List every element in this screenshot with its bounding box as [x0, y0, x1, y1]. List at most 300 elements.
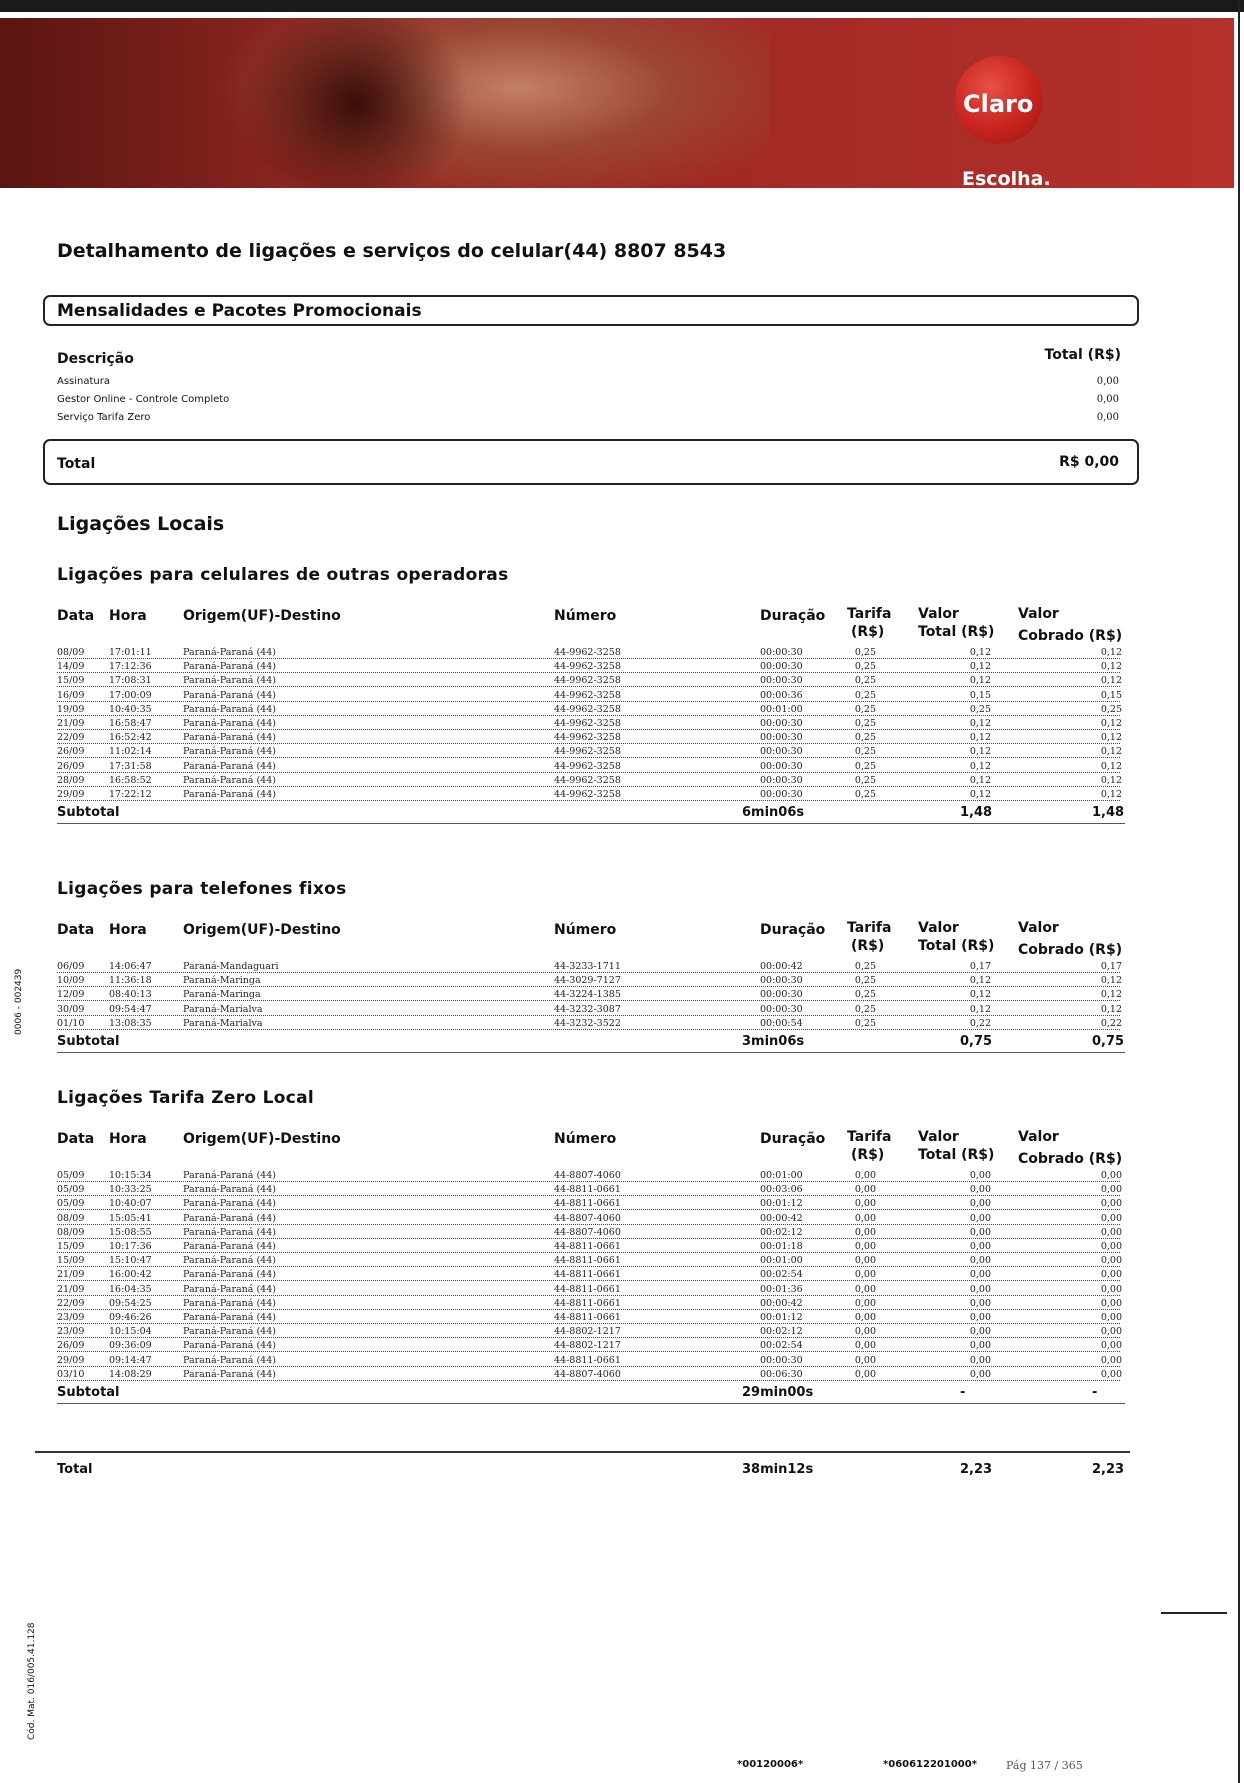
- cell-duracao: 00:01:12: [760, 1312, 803, 1323]
- cell-data: 28/09: [57, 774, 85, 786]
- cell-data: 05/09: [57, 1184, 85, 1196]
- cell-tarifa: 0,00: [854, 1368, 876, 1380]
- cell-data: 21/09: [57, 1269, 85, 1281]
- cell-vc: 0,12: [1100, 732, 1122, 744]
- cell-duracao: 00:00:30: [760, 647, 803, 658]
- cell-hora: 09:54:25: [109, 1297, 152, 1309]
- table-row: [0, 1284, 1244, 1298]
- row-leader: [57, 1323, 1120, 1324]
- cell-vt: 0,12: [969, 647, 991, 658]
- cell-data: 19/09: [57, 703, 85, 715]
- brand-tagline: Escolha.: [962, 168, 1051, 188]
- table-row: [0, 1213, 1244, 1227]
- cell-tarifa: 0,25: [854, 760, 876, 772]
- cell-hora: 16:00:42: [109, 1269, 152, 1281]
- row-leader: [57, 786, 1120, 787]
- cell-vc: 0,00: [1100, 1326, 1122, 1338]
- cell-numero: 44-8811-0661: [554, 1297, 621, 1309]
- cell-origem: Paraná-Paraná (44): [183, 1170, 276, 1181]
- cell-vt: 0,12: [969, 989, 991, 1001]
- cell-tarifa: 0,00: [854, 1297, 876, 1309]
- row-leader: [57, 1238, 1120, 1239]
- cell-vc: 0,12: [1100, 1003, 1122, 1015]
- cell-vc: 0,00: [1100, 1198, 1122, 1210]
- cell-hora: 16:04:35: [109, 1283, 152, 1295]
- table-row: [0, 675, 1244, 689]
- row-leader: [57, 1380, 1120, 1381]
- cell-tarifa: 0,25: [854, 647, 876, 658]
- cell-origem: Paraná-Paraná (44): [183, 774, 276, 786]
- cell-vc: 0,12: [1100, 789, 1122, 800]
- row-leader: [57, 800, 1120, 801]
- cell-origem: Paraná-Paraná (44): [183, 1198, 276, 1210]
- cell-data: 22/09: [57, 732, 85, 744]
- cell-origem: Paraná-Paraná (44): [183, 760, 276, 772]
- mensalidade-label: Assinatura: [57, 376, 111, 387]
- col-valor-total-header: Valor: [918, 1129, 959, 1145]
- cell-vt: 0,12: [969, 746, 991, 758]
- subtotal-cobrado: 0,75: [1092, 1034, 1125, 1049]
- cell-numero: 44-8811-0661: [554, 1184, 621, 1196]
- cell-data: 14/09: [57, 661, 85, 673]
- cell-duracao: 00:00:30: [760, 675, 803, 687]
- cell-tarifa: 0,00: [854, 1326, 876, 1338]
- cell-numero: 44-9962-3258: [554, 661, 621, 673]
- col-valor-total-header: Valor: [918, 920, 959, 936]
- cell-tarifa: 0,25: [854, 718, 876, 729]
- cell-origem: Paraná-Paraná (44): [183, 1297, 276, 1309]
- col-numero-header: Número: [554, 1131, 617, 1147]
- cell-tarifa: 0,00: [854, 1269, 876, 1281]
- cell-hora: 10:17:36: [109, 1241, 152, 1252]
- cell-duracao: 00:01:36: [760, 1283, 803, 1295]
- table-row: [0, 1018, 1244, 1032]
- cell-vt: 0,00: [969, 1184, 991, 1196]
- cell-duracao: 00:00:54: [760, 1017, 803, 1029]
- col-hora-header: Hora: [109, 608, 147, 624]
- subtotal-cobrado: 1,48: [1092, 805, 1125, 821]
- row-leader: [57, 686, 1120, 687]
- table-row: [0, 789, 1244, 803]
- cell-origem: Paraná-Marialva: [183, 1017, 263, 1029]
- cell-vc: 0,00: [1100, 1312, 1122, 1323]
- cell-vc: 0,00: [1100, 1269, 1122, 1281]
- col-numero-header: Número: [554, 922, 617, 938]
- cell-origem: Paraná-Paraná (44): [183, 647, 276, 658]
- cell-duracao: 00:01:12: [760, 1198, 803, 1210]
- mensalidades-header: Mensalidades e Pacotes Promocionais: [57, 301, 422, 321]
- cell-data: 03/10: [57, 1368, 85, 1380]
- grand-total-valor: 2,23: [960, 1462, 993, 1477]
- cell-data: 26/09: [57, 1340, 85, 1352]
- cell-numero: 44-8811-0661: [554, 1354, 621, 1366]
- subtotal-cobrado: -: [1092, 1385, 1098, 1400]
- cell-duracao: 00:06:30: [760, 1368, 803, 1380]
- cell-data: 30/09: [57, 1003, 85, 1015]
- cell-duracao: 00:00:42: [760, 961, 803, 972]
- cell-duracao: 00:00:30: [760, 661, 803, 673]
- table-row: [0, 1269, 1244, 1283]
- cell-origem: Paraná-Paraná (44): [183, 1241, 276, 1252]
- table-row: [0, 1326, 1244, 1340]
- cell-vt: 0,22: [969, 1017, 991, 1029]
- cell-numero: 44-8807-4060: [554, 1368, 621, 1380]
- subtotal-valor: 0,75: [960, 1034, 993, 1049]
- cell-hora: 10:40:35: [109, 703, 152, 715]
- cell-vt: 0,12: [969, 774, 991, 786]
- cell-tarifa: 0,25: [854, 975, 876, 987]
- col-origem-header: Origem(UF)-Destino: [183, 1131, 341, 1147]
- row-leader: [57, 1224, 1120, 1225]
- table-row: [0, 1241, 1244, 1255]
- cell-numero: 44-8802-1217: [554, 1326, 621, 1338]
- row-leader: [57, 1337, 1120, 1338]
- cell-hora: 14:06:47: [109, 961, 152, 972]
- col-duracao-header: Duração: [760, 1131, 826, 1147]
- subtotal-duracao: 29min00s: [742, 1385, 814, 1400]
- section-title: Ligações para telefones fixos: [57, 879, 347, 899]
- mensalidade-value: 0,00: [1096, 376, 1119, 387]
- cell-origem: Paraná-Paraná (44): [183, 1368, 276, 1380]
- cell-vt: 0,12: [969, 789, 991, 800]
- col-data-header: Data: [57, 608, 95, 624]
- cell-data: 08/09: [57, 647, 85, 658]
- cell-duracao: 00:00:30: [760, 760, 803, 772]
- cell-numero: 44-8811-0661: [554, 1255, 621, 1267]
- cell-vt: 0,00: [969, 1283, 991, 1295]
- cell-vc: 0,22: [1100, 1017, 1122, 1029]
- cell-hora: 08:40:13: [109, 989, 152, 1001]
- row-leader: [57, 1015, 1120, 1016]
- cell-hora: 15:05:41: [109, 1212, 152, 1224]
- cell-vc: 0,12: [1100, 675, 1122, 687]
- cell-vc: 0,00: [1100, 1297, 1122, 1309]
- table-row: [0, 661, 1244, 675]
- cell-vc: 0,00: [1100, 1241, 1122, 1252]
- cell-numero: 44-8811-0661: [554, 1198, 621, 1210]
- cell-vt: 0,00: [969, 1226, 991, 1238]
- row-leader: [57, 972, 1120, 973]
- cell-tarifa: 0,25: [854, 689, 876, 701]
- cell-tarifa: 0,00: [854, 1184, 876, 1196]
- cell-origem: Paraná-Paraná (44): [183, 746, 276, 758]
- right-border: [1238, 0, 1240, 1783]
- col-valor-total-unit: Total (R$): [918, 624, 995, 640]
- cell-data: 10/09: [57, 975, 85, 987]
- cell-hora: 16:58:47: [109, 718, 152, 729]
- row-leader: [57, 1000, 1120, 1001]
- cell-origem: Paraná-Paraná (44): [183, 1283, 276, 1295]
- cell-vc: 0,00: [1100, 1212, 1122, 1224]
- cell-hora: 14:08:29: [109, 1368, 152, 1380]
- cell-data: 15/09: [57, 675, 85, 687]
- cell-vt: 0,00: [969, 1255, 991, 1267]
- cell-numero: 44-9962-3258: [554, 647, 621, 658]
- subtotal-label: Subtotal: [57, 1385, 120, 1400]
- row-leader: [57, 1280, 1120, 1281]
- cell-numero: 44-3029-7127: [554, 975, 621, 987]
- cell-duracao: 00:02:12: [760, 1226, 803, 1238]
- cell-vt: 0,12: [969, 718, 991, 729]
- cell-data: 26/09: [57, 746, 85, 758]
- top-border: [0, 0, 1244, 12]
- cell-vt: 0,00: [969, 1297, 991, 1309]
- row-leader: [57, 1029, 1120, 1030]
- row-leader: [57, 757, 1120, 758]
- mensalidades-total-label: Total: [57, 456, 96, 472]
- cell-vc: 0,00: [1100, 1354, 1122, 1366]
- cell-hora: 09:46:26: [109, 1312, 152, 1323]
- grand-total-cobrado: 2,23: [1092, 1462, 1125, 1477]
- cell-tarifa: 0,00: [854, 1312, 876, 1323]
- cell-tarifa: 0,00: [854, 1226, 876, 1238]
- section-title: Ligações Tarifa Zero Local: [57, 1088, 315, 1108]
- subtotal-valor: 1,48: [960, 805, 993, 821]
- cell-data: 22/09: [57, 1297, 85, 1309]
- cell-data: 23/09: [57, 1326, 85, 1338]
- cell-numero: 44-8811-0661: [554, 1269, 621, 1281]
- cell-hora: 17:00:09: [109, 689, 152, 701]
- mensalidade-value: 0,00: [1096, 394, 1119, 405]
- cell-duracao: 00:00:30: [760, 1003, 803, 1015]
- cell-tarifa: 0,00: [854, 1354, 876, 1366]
- cell-tarifa: 0,25: [854, 989, 876, 1001]
- row-leader: [57, 743, 1120, 744]
- cell-data: 05/09: [57, 1170, 85, 1181]
- cell-vt: 0,00: [969, 1212, 991, 1224]
- cell-hora: 17:08:31: [109, 675, 152, 687]
- cell-numero: 44-8807-4060: [554, 1212, 621, 1224]
- cell-data: 05/09: [57, 1198, 85, 1210]
- cell-hora: 10:40:07: [109, 1198, 152, 1210]
- cell-numero: 44-9962-3258: [554, 703, 621, 715]
- mensalidades-header-box: [43, 295, 1139, 326]
- cell-vt: 0,00: [969, 1269, 991, 1281]
- cell-numero: 44-8811-0661: [554, 1283, 621, 1295]
- col-valor-cobrado-header: Valor: [1018, 606, 1059, 622]
- cell-hora: 16:52:42: [109, 732, 152, 744]
- cell-data: 21/09: [57, 718, 85, 729]
- cell-origem: Paraná-Paraná (44): [183, 718, 276, 729]
- cell-vt: 0,15: [969, 689, 991, 701]
- col-valor-cobrado-unit: Cobrado (R$): [1018, 942, 1123, 958]
- col-valor-cobrado-header: Valor: [1018, 920, 1059, 936]
- cell-numero: 44-3233-1711: [554, 961, 621, 972]
- cell-duracao: 00:02:54: [760, 1340, 803, 1352]
- cell-numero: 44-3232-3087: [554, 1003, 621, 1015]
- cell-origem: Paraná-Paraná (44): [183, 689, 276, 701]
- banner-photo-shadow: [240, 18, 470, 188]
- table-row: [0, 1298, 1244, 1312]
- cell-data: 29/09: [57, 1354, 85, 1366]
- row-leader: [57, 1181, 1120, 1182]
- cell-hora: 11:02:14: [109, 746, 152, 758]
- mensalidades-total-box: [43, 439, 1139, 485]
- table-row: [0, 775, 1244, 789]
- cell-vt: 0,00: [969, 1340, 991, 1352]
- cell-origem: Paraná-Marialva: [183, 1003, 263, 1015]
- cell-duracao: 00:00:36: [760, 689, 803, 701]
- cell-origem: Paraná-Paraná (44): [183, 1354, 276, 1366]
- cell-hora: 09:36:09: [109, 1340, 152, 1352]
- cell-hora: 16:58:52: [109, 774, 152, 786]
- section-divider: [57, 1403, 1125, 1404]
- row-leader: [57, 1309, 1120, 1310]
- cell-origem: Paraná-Paraná (44): [183, 1326, 276, 1338]
- cell-duracao: 00:00:30: [760, 1354, 803, 1366]
- cell-hora: 17:12:36: [109, 661, 152, 673]
- cell-origem: Paraná-Maringa: [183, 975, 261, 987]
- table-row: [0, 1340, 1244, 1354]
- col-valor-cobrado-header: Valor: [1018, 1129, 1059, 1145]
- subtotal-row: [0, 1034, 1244, 1050]
- subtotal-label: Subtotal: [57, 805, 120, 821]
- row-leader: [57, 658, 1120, 659]
- cell-vt: 0,00: [969, 1170, 991, 1181]
- row-leader: [57, 672, 1120, 673]
- cell-duracao: 00:00:30: [760, 975, 803, 987]
- row-leader: [57, 986, 1120, 987]
- cell-vc: 0,25: [1100, 703, 1122, 715]
- cell-vc: 0,00: [1100, 1368, 1122, 1380]
- cell-numero: 44-9962-3258: [554, 746, 621, 758]
- section-divider: [57, 1052, 1125, 1053]
- cell-vc: 0,00: [1100, 1226, 1122, 1238]
- cell-vt: 0,00: [969, 1368, 991, 1380]
- col-tarifa-header: Tarifa: [847, 606, 892, 622]
- col-data-header: Data: [57, 922, 95, 938]
- cell-duracao: 00:00:30: [760, 746, 803, 758]
- cell-hora: 11:36:18: [109, 975, 152, 987]
- header-banner: [0, 18, 1234, 188]
- cell-vc: 0,00: [1100, 1283, 1122, 1295]
- table-row: [0, 1255, 1244, 1269]
- table-row: [0, 732, 1244, 746]
- cell-numero: 44-9962-3258: [554, 760, 621, 772]
- row-leader: [57, 1366, 1120, 1367]
- cell-origem: Paraná-Paraná (44): [183, 1269, 276, 1281]
- col-duracao-header: Duração: [760, 922, 826, 938]
- col-hora-header: Hora: [109, 1131, 147, 1147]
- mensalidade-value: 0,00: [1096, 412, 1119, 423]
- cell-tarifa: 0,00: [854, 1212, 876, 1224]
- cell-duracao: 00:02:12: [760, 1326, 803, 1338]
- cell-numero: 44-9962-3258: [554, 732, 621, 744]
- barcode-text: *00120006*: [737, 1759, 804, 1770]
- cell-vc: 0,17: [1100, 961, 1122, 972]
- cell-origem: Paraná-Paraná (44): [183, 703, 276, 715]
- cell-duracao: 00:00:30: [760, 732, 803, 744]
- col-tarifa-unit: (R$): [851, 938, 885, 954]
- cell-vc: 0,15: [1100, 689, 1122, 701]
- cell-data: 29/09: [57, 789, 85, 800]
- cell-numero: 44-8811-0661: [554, 1312, 621, 1323]
- cell-tarifa: 0,25: [854, 661, 876, 673]
- table-row: [0, 718, 1244, 732]
- col-valor-cobrado-unit: Cobrado (R$): [1018, 1151, 1123, 1167]
- cell-numero: 44-3224-1385: [554, 989, 621, 1001]
- subtotal-row: [0, 1385, 1244, 1401]
- cell-vc: 0,00: [1100, 1340, 1122, 1352]
- cell-data: 15/09: [57, 1255, 85, 1267]
- cell-hora: 15:08:55: [109, 1226, 152, 1238]
- cell-tarifa: 0,25: [854, 1003, 876, 1015]
- cell-duracao: 00:01:00: [760, 1170, 803, 1181]
- col-tarifa-header: Tarifa: [847, 1129, 892, 1145]
- cell-tarifa: 0,00: [854, 1170, 876, 1181]
- page-mark: [1161, 1612, 1227, 1614]
- section-title: Ligações para celulares de outras operadoras: [57, 565, 509, 585]
- cell-numero: 44-9962-3258: [554, 789, 621, 800]
- subtotal-row: [0, 805, 1244, 821]
- col-origem-header: Origem(UF)-Destino: [183, 922, 341, 938]
- cell-vt: 0,17: [969, 961, 991, 972]
- cell-origem: Paraná-Paraná (44): [183, 789, 276, 800]
- table-row: [0, 961, 1244, 975]
- col-duracao-header: Duração: [760, 608, 826, 624]
- table-row: [0, 1170, 1244, 1184]
- col-tarifa-unit: (R$): [851, 624, 885, 640]
- cell-tarifa: 0,25: [854, 675, 876, 687]
- table-row: [0, 1312, 1244, 1326]
- cell-vt: 0,00: [969, 1354, 991, 1366]
- row-leader: [57, 1295, 1120, 1296]
- grand-total-label: Total: [57, 1462, 93, 1477]
- col-origem-header: Origem(UF)-Destino: [183, 608, 341, 624]
- cell-tarifa: 0,25: [854, 746, 876, 758]
- cell-tarifa: 0,00: [854, 1283, 876, 1295]
- cell-data: 15/09: [57, 1241, 85, 1252]
- cell-vt: 0,00: [969, 1198, 991, 1210]
- cell-data: 21/09: [57, 1283, 85, 1295]
- table-row: [0, 1184, 1244, 1198]
- table-row: [0, 1198, 1244, 1212]
- row-leader: [57, 1195, 1120, 1196]
- cell-tarifa: 0,25: [854, 774, 876, 786]
- total-divider: [35, 1451, 1130, 1453]
- cell-origem: Paraná-Paraná (44): [183, 1312, 276, 1323]
- row-leader: [57, 715, 1120, 716]
- table-row: [0, 647, 1244, 661]
- page-number: Pág 137 / 365: [1006, 1759, 1083, 1772]
- cell-vt: 0,12: [969, 675, 991, 687]
- table-row: [0, 1227, 1244, 1241]
- subtotal-duracao: 3min06s: [742, 1034, 805, 1049]
- cell-vt: 0,12: [969, 1003, 991, 1015]
- cell-tarifa: 0,00: [854, 1198, 876, 1210]
- cell-numero: 44-9962-3258: [554, 675, 621, 687]
- cell-tarifa: 0,25: [854, 703, 876, 715]
- cell-duracao: 00:03:06: [760, 1184, 803, 1196]
- row-leader: [57, 1252, 1120, 1253]
- cell-origem: Paraná-Paraná (44): [183, 1340, 276, 1352]
- row-leader: [57, 1351, 1120, 1352]
- col-tarifa-header: Tarifa: [847, 920, 892, 936]
- table-row: [0, 975, 1244, 989]
- cell-vc: 0,12: [1100, 718, 1122, 729]
- subtotal-valor: -: [960, 1385, 966, 1400]
- cell-data: 08/09: [57, 1226, 85, 1238]
- col-valor-total-unit: Total (R$): [918, 938, 995, 954]
- table-row: [0, 1355, 1244, 1369]
- cell-vt: 0,12: [969, 760, 991, 772]
- cell-hora: 10:15:34: [109, 1170, 152, 1181]
- cell-origem: Paraná-Paraná (44): [183, 1255, 276, 1267]
- col-data-header: Data: [57, 1131, 95, 1147]
- cell-data: 01/10: [57, 1017, 85, 1029]
- cell-origem: Paraná-Paraná (44): [183, 1212, 276, 1224]
- cell-numero: 44-3232-3522: [554, 1017, 621, 1029]
